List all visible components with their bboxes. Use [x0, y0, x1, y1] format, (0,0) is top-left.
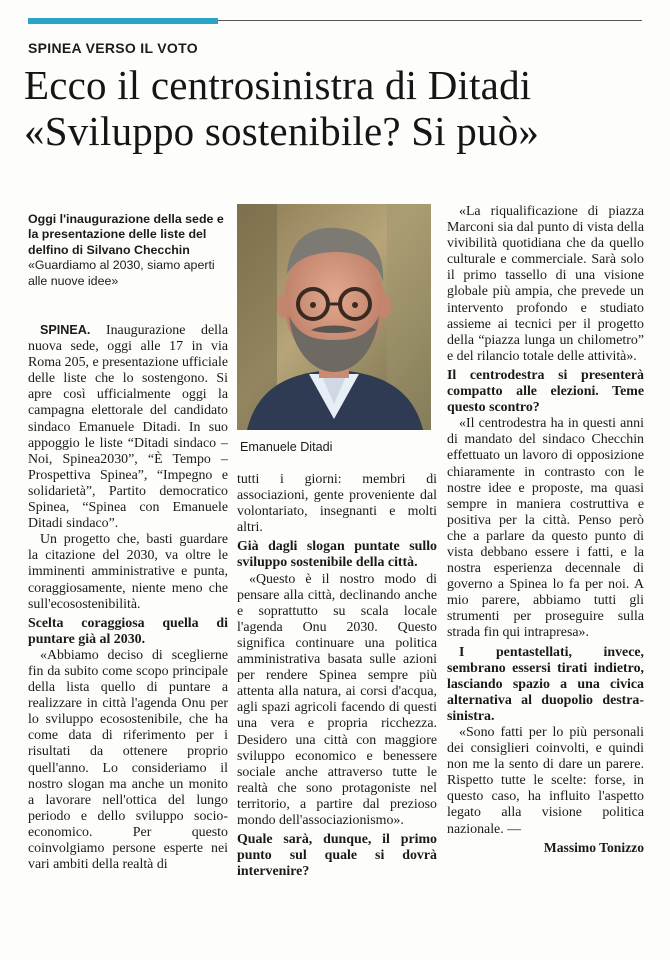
- paragraph: Un progetto che, basti guardare la citazione del 2030, va oltre le imminenti amministrative e punta, coraggiosamente, niente meno che sull'ecosostenibilità.: [28, 532, 228, 612]
- interview-question: Scelta coraggiosa quella di puntare già al 2030.: [28, 615, 228, 647]
- article-column-1: [28, 322, 228, 873]
- portrait-photo: [237, 204, 431, 430]
- dateline: SPINEA.: [40, 323, 91, 337]
- portrait-illustration: [237, 204, 431, 430]
- summary-lead: Oggi l'inaugurazione della sede e la presentazione delle liste del delfino di Silvano Checchin: [28, 212, 224, 257]
- photo-caption: Emanuele Ditadi: [240, 440, 333, 454]
- top-rule: [218, 20, 642, 21]
- article-column-3: [447, 204, 644, 856]
- paragraph: tutti i giorni: membri di associazioni, gente proveniente dal volontariato, insegnanti e molti altri.: [237, 472, 437, 536]
- interview-question: Già dagli slogan puntate sullo sviluppo sostenibile della città.: [237, 539, 437, 571]
- summary-box: [28, 212, 228, 289]
- interview-question: I pentastellati, invece, sembrano essersi tirati indietro, lasciando spazio a una civica alternativa al duopolio destra-sinistra.: [447, 644, 644, 724]
- summary-quote: «Guardiamo al 2030, siamo aperti alle nuove idee»: [28, 258, 215, 288]
- interview-question: Il centrodestra si presenterà compatto alle elezioni. Teme questo scontro?: [447, 367, 644, 416]
- author-byline: Massimo Tonizzo: [543, 839, 644, 855]
- paragraph-text: Inaugurazione della nuova sede, oggi alle 17 in via Roma 205, e presentazione ufficiale delle liste che lo sostengono. Si apre così ufficialmente oggi la campagna elettorale del candidato sindaco Emanuele Ditadi. In suo appoggio le liste “Ditadi sindaco – Noi, Spinea2030”, “È Tempo – Prospettiva Spinea”, “Impegno e solidarietà”, Partito democratico Spinea, “Spinea con Emanuele Ditadi sindaco”.: [28, 323, 228, 532]
- section-kicker: SPINEA VERSO IL VOTO: [28, 40, 198, 56]
- paragraph: [28, 322, 228, 532]
- headline-line-2: «Sviluppo sostenibile? Si può»: [24, 108, 540, 154]
- accent-rule: [28, 18, 218, 24]
- paragraph: «Abbiamo deciso di sceglierne fin da subito come scopo principale della lista quello di puntare a realizzare in città l'agenda Onu per lo sviluppo ecosostenibile, che ha come data di riferimento per i risultati da ottenere proprio quell'anno. Lo consideriamo il nostro slogan ma anche un monito a lavorare nell'ottica del lungo periodo e dello sviluppo socio-economico. Per questo coinvolgiamo persone esperte nei vari ambiti della realtà di: [28, 647, 228, 873]
- headline-line-1: Ecco il centrosinistra di Ditadi: [24, 62, 532, 108]
- paragraph: «Il centrodestra ha in questi anni di mandato del sindaco Checchin effettuato un lavoro di opposizione chiaramente in contrasto con le nostre idee e proposte, ma quasi sempre in maniera costruttiva e positiva per la città. Penso però che a parlare da questo punto di vista debbano essere i fatti, e la nostra esperienza decennale di governo a Spinea lo fa per noi. A mio parere, abbiamo tutti gli strumenti per proseguire sulla strada fin qui intrapresa».: [447, 416, 644, 641]
- paragraph: «Sono fatti per lo più personali dei consiglieri coinvolti, e quindi non me la sento di dare un parere. Rispetto tutte le scelte: forse, in questo caso, ha influito l'aspetto legato alla visione politica nazionale. —: [447, 725, 644, 837]
- headline: [24, 62, 654, 154]
- paragraph: «Questo è il nostro modo di pensare alla città, declinando anche e soprattutto su scala locale l'agenda Onu 2030. Questo significa continuare una politica amministrativa basata sulle azioni per rendere Spinea sempre più attenta alla natura, ai corsi d'acqua, agli spazi agricoli facendo di questi una vera e propria ricchezza. Desidero una città con maggiore sviluppo economico e benessere sociale anche attraverso tutte le realtà che sono protagoniste nel territorio, a partire dal prezioso mondo dell'associazionismo».: [237, 571, 437, 828]
- article-column-2: [237, 472, 437, 880]
- interview-question: Quale sarà, dunque, il primo punto sul quale si dovrà intervenire?: [237, 832, 437, 880]
- paragraph: «La riqualificazione di piazza Marconi sia dal punto di vista della vivibilità quotidiana che da quello culturale e commerciale. Sarà solo il primo tassello di una visione globale più ampia, che prevede un intervento profondo e studiato assieme ai tecnici per il progetto della “piazza lunga un chilometro” e del rilancio totale delle attività».: [447, 204, 644, 364]
